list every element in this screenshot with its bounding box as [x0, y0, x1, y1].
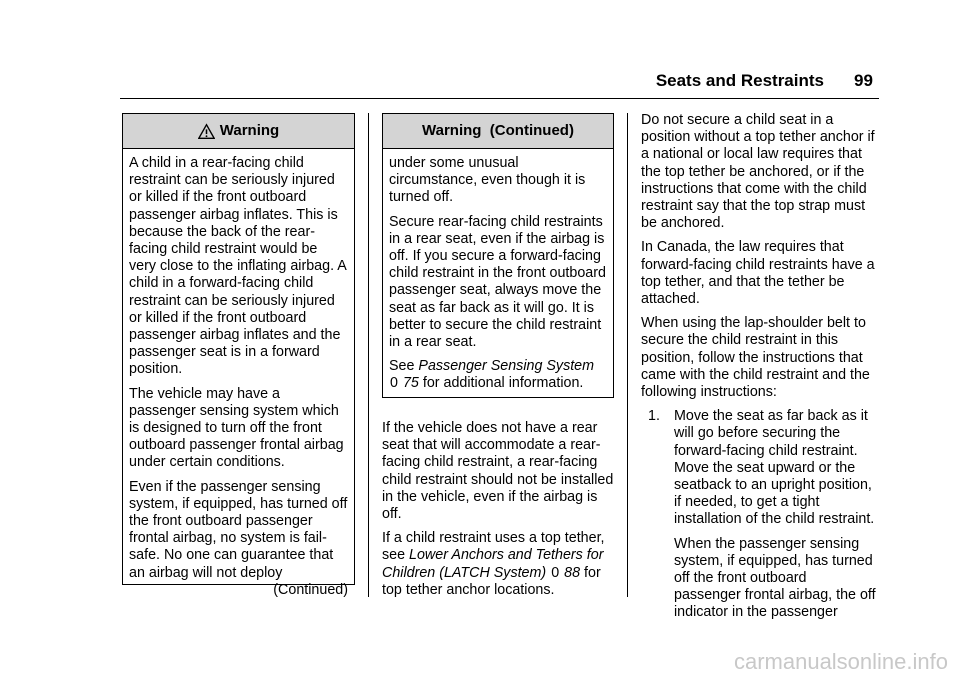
warning-continued-paragraph: under some unusual circumstance, even though it is turned off. [389, 155, 586, 206]
warning-continued-title: Warning (Continued) [422, 122, 574, 140]
list-item [641, 408, 877, 528]
page-ref-icon: 0 [551, 564, 560, 581]
page-ref-number[interactable]: 75 [402, 375, 419, 392]
warning-box-body [123, 149, 354, 599]
warning-continued-box [382, 113, 614, 398]
list-text: Move the seat as far back as it will go before securing the forward-facing child restraint. Move the seat upward or the seatback to an upright position, if needed, to get a tight installation of the child restraint. [674, 408, 875, 528]
body-paragraph: Do not secure a child seat in a position without a top tether anchor if a national or local law requires that the top tether be anchored, or if the instructions that come with the child restraint say that the top strap must be anchored. [641, 112, 875, 232]
warning-continued-header [383, 114, 613, 149]
warning-continued-paragraph: Secure rear-facing child restraints in a rear seat, even if the airbag is off. If you secure a forward-facing child restraint in the front outboard passenger seat, always move the seat as far back as it will go. It is better to secure the child restraint in a rear seat. [389, 213, 606, 351]
list-sub-paragraph: When the passenger sensing system, if equipped, has turned off the front outboard passenger frontal airbag, the off indicator in the passenger [674, 535, 876, 621]
watermark: carmanualsonline.info [733, 648, 948, 674]
warning-icon [198, 123, 215, 140]
warning-continued-body [383, 149, 613, 393]
column2-text [382, 420, 614, 606]
warning-paragraph: Even if the passenger sensing system, if equipped, has turned off the front outboard passenger frontal airbag, no system is fail-safe. No one can guarantee that an airbag will not deploy [129, 478, 348, 581]
body-paragraph: When using the lap-shoulder belt to secure the child restraint in this position, follow the instructions that came with the child restraint and the following instructions: [641, 315, 870, 401]
list-number: 1. [648, 408, 660, 425]
header-rule [120, 98, 879, 99]
see-reference: See Passenger Sensing System 0 75 for additional information. [389, 358, 595, 392]
page-ref-icon: 0 [390, 375, 398, 392]
body-paragraph: If a child restraint uses a top tether, see Lower Anchors and Tethers for Children (LATCH System) 0 88 for top tether anchor locations. [382, 530, 605, 598]
section-title: Seats and Restraints [655, 71, 824, 90]
warning-box [122, 113, 355, 598]
page-number: 99 [854, 71, 873, 90]
warning-title: Warning [219, 122, 280, 140]
column3-text [641, 112, 877, 629]
body-paragraph: In Canada, the law requires that forward-facing child restraints have a top tether, and that the tether be attached. [641, 239, 875, 308]
continued-label: (Continued) [273, 581, 348, 598]
latch-link[interactable]: Lower Anchors and Tethers for Children (LATCH System) [382, 547, 604, 581]
page-ref-number[interactable]: 88 [564, 564, 581, 581]
warning-paragraph: A child in a rear-facing child restraint can be seriously injured or killed if the front outboard passenger airbag inflates. This is because the back of the rear-facing child restraint would be very close to the inflating airbag. A child in a forward-facing child restraint can be seriously injured or killed if the front outboard passenger airbag inflates and the passenger seat is in a forward position. [129, 155, 346, 378]
column-divider-right [627, 113, 628, 597]
passenger-sensing-link[interactable]: Passenger Sensing System [418, 358, 595, 375]
warning-paragraph: The vehicle may have a passenger sensing system which is designed to turn off the front outboard passenger frontal airbag under certain conditions. [129, 385, 344, 471]
column-divider-left [368, 113, 369, 597]
body-paragraph: If the vehicle does not have a rear seat that will accommodate a rear-facing child restraint, a rear-facing child restraint should not be installed in the vehicle, even if the airbag is off. [382, 420, 614, 523]
warning-box-header [123, 114, 354, 149]
